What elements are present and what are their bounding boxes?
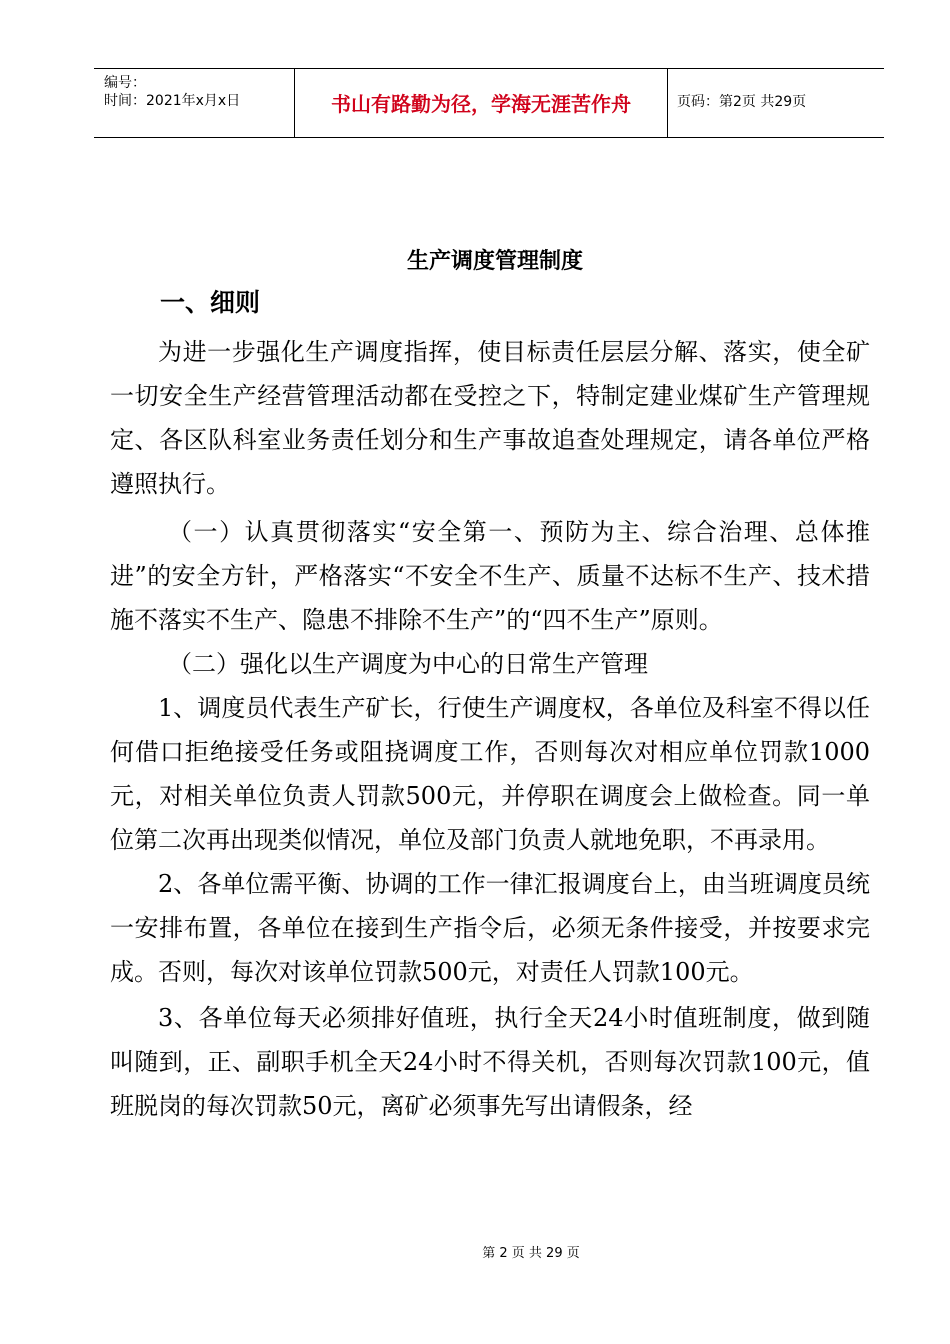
body-paragraph: 1、调度员代表生产矿长，行使生产调度权，各单位及科室不得以任何借口拒绝接受任务或阻挠调度工作，否则每次对相应单位罚款1000元，对相关单位负责人罚款500元，并停职在调度会上做检查。同一单位第二次再出现类似情况，单位及部门负责人就地免职，不再录用。 — [110, 694, 870, 854]
header-page-number: 页码：第2页 共29页 — [677, 94, 807, 110]
document-time-label: 时间：2021年x月x日 — [104, 93, 241, 109]
section-heading: 一、细则 — [160, 288, 261, 317]
page-header — [94, 68, 884, 138]
body-paragraph: 3、各单位每天必须排好值班，执行全天24小时值班制度，做到随叫随到，正、副职手机全天24小时不得关机，否则每次罚款100元，值班脱岗的每次罚款50元，离矿必须事先写出请假条，经 — [110, 1004, 870, 1120]
document-body — [110, 330, 870, 1128]
body-paragraph: 为进一步强化生产调度指挥，使目标责任层层分解、落实，使全矿一切安全生产经营管理活动都在受控之下，特制定建业煤矿生产管理规定、各区队科室业务责任划分和生产事故追查处理规定，请各单位严格遵照执行。 — [110, 338, 870, 498]
body-paragraph: 2、各单位需平衡、协调的工作一律汇报调度台上，由当班调度员统一安排布置，各单位在接到生产指令后，必须无条件接受，并按要求完成。否则，每次对该单位罚款500元，对责任人罚款100元。 — [110, 870, 870, 986]
header-motto: 书山有路勤为径，学海无涯苦作舟 — [331, 92, 631, 116]
page-footer: 第 2 页 共 29 页 — [482, 1246, 580, 1261]
header-page-cell — [667, 69, 884, 137]
body-paragraph: （二）强化以生产调度为中心的日常生产管理 — [168, 650, 648, 678]
document-title: 生产调度管理制度 — [406, 249, 583, 274]
document-number-label: 编号： — [104, 75, 146, 91]
header-left-cell — [94, 69, 294, 137]
header-motto-cell — [294, 69, 668, 137]
body-paragraph: （一）认真贯彻落实“安全第一、预防为主、综合治理、总体推进”的安全方针，严格落实“不安全不生产、质量不达标不生产、技术措施不落实不生产、隐患不排除不生产”的“四不生产”原则。 — [110, 518, 870, 634]
